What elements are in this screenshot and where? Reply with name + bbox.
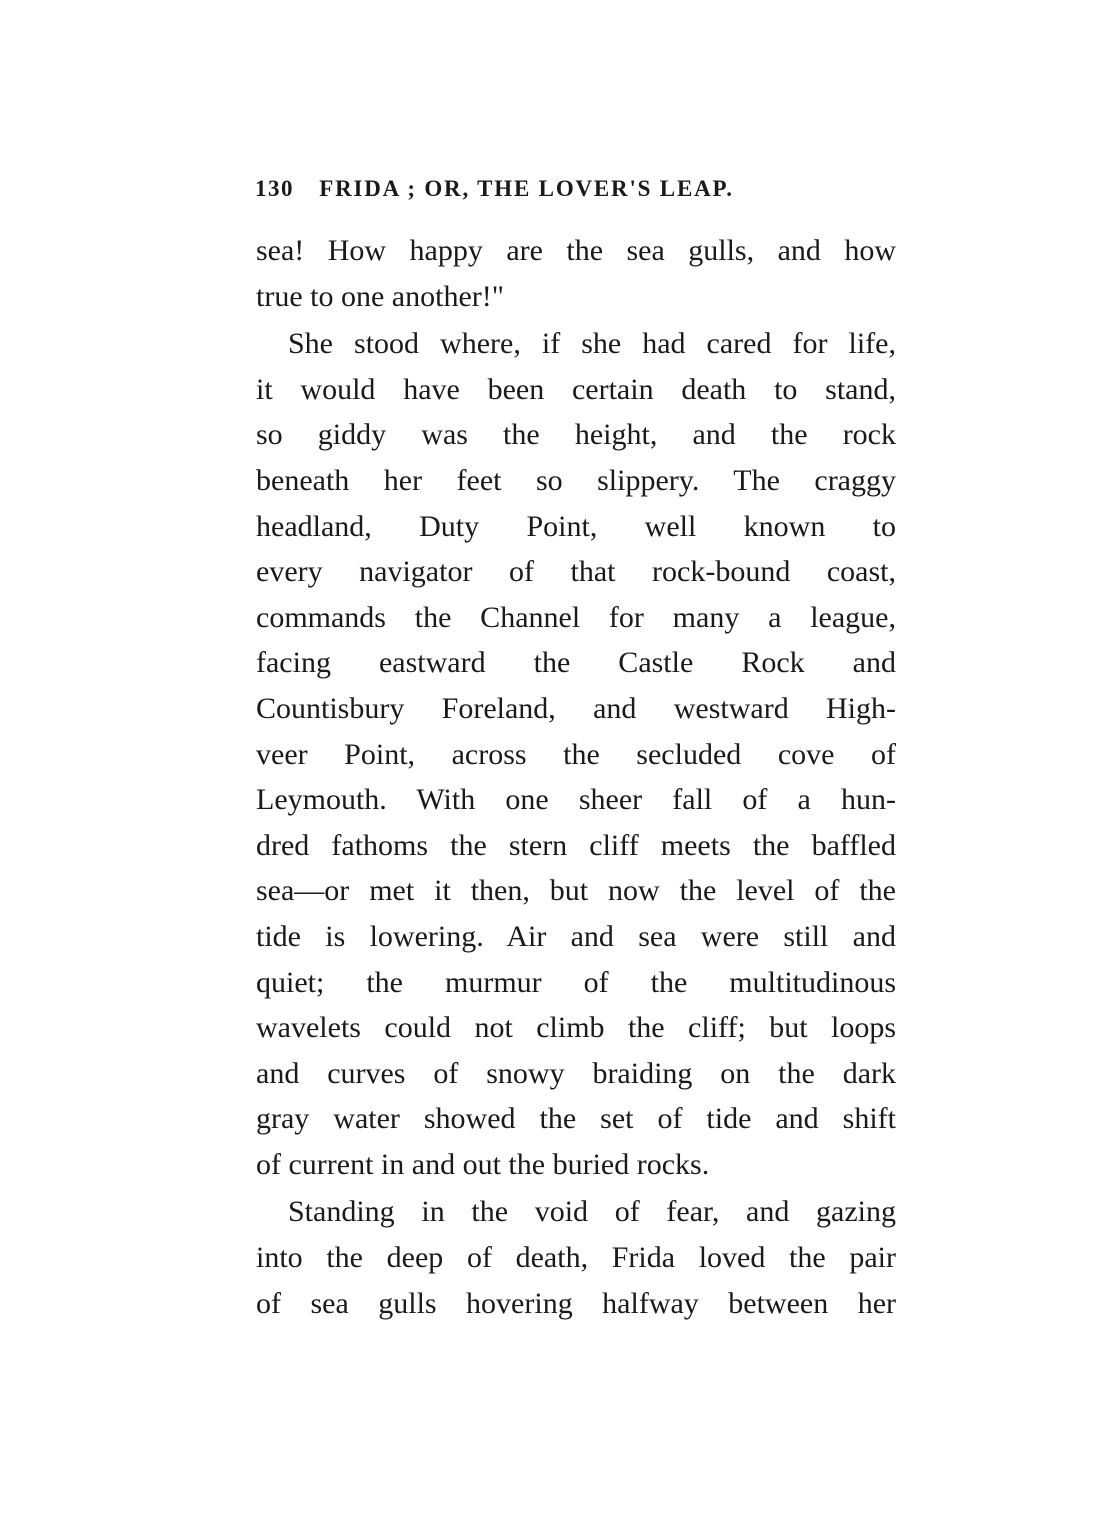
page-number: 130 — [255, 176, 294, 201]
text-line: tide is lowering. Air and sea were still and — [256, 919, 896, 953]
text-line: beneath her feet so slippery. The craggy — [256, 463, 896, 497]
text-line: sea—or met it then, but now the level of the — [256, 874, 896, 908]
text-line: into the deep of death, Frida loved the pair — [256, 1241, 896, 1275]
text-line: true to one another!" — [256, 279, 504, 313]
text-line: wavelets could not climb the cliff; but loops — [256, 1011, 896, 1045]
text-line: every navigator of that rock-bound coast, — [256, 555, 896, 589]
text-line: facing eastward the Castle Rock and — [256, 646, 896, 680]
text-line: veer Point, across the secluded cove of — [256, 737, 896, 771]
text-line: dred fathoms the stern cliff meets the baffled — [256, 828, 896, 862]
text-line: gray water showed the set of tide and shift — [256, 1102, 896, 1136]
text-line: so giddy was the height, and the rock — [256, 418, 896, 452]
text-line: of current in and out the buried rocks. — [256, 1147, 710, 1181]
text-line: Leymouth. With one sheer fall of a hun- — [256, 783, 896, 817]
text-line: She stood where, if she had cared for life, — [288, 327, 896, 361]
text-line: Standing in the void of fear, and gazing — [288, 1195, 896, 1229]
text-line: it would have been certain death to stand, — [256, 372, 896, 406]
text-line: quiet; the murmur of the multitudinous — [256, 965, 896, 999]
text-line: commands the Channel for many a league, — [256, 600, 896, 634]
text-line: headland, Duty Point, well known to — [256, 509, 896, 543]
text-line: and curves of snowy braiding on the dark — [256, 1056, 896, 1090]
body-text — [256, 228, 896, 1326]
running-head — [255, 176, 815, 202]
running-title: FRIDA ; OR, THE LOVER'S LEAP. — [319, 176, 734, 201]
text-line: sea! How happy are the sea gulls, and how — [256, 234, 896, 267]
text-line: of sea gulls hovering halfway between her — [256, 1286, 896, 1320]
text-line: Countisbury Foreland, and westward High- — [256, 691, 896, 725]
